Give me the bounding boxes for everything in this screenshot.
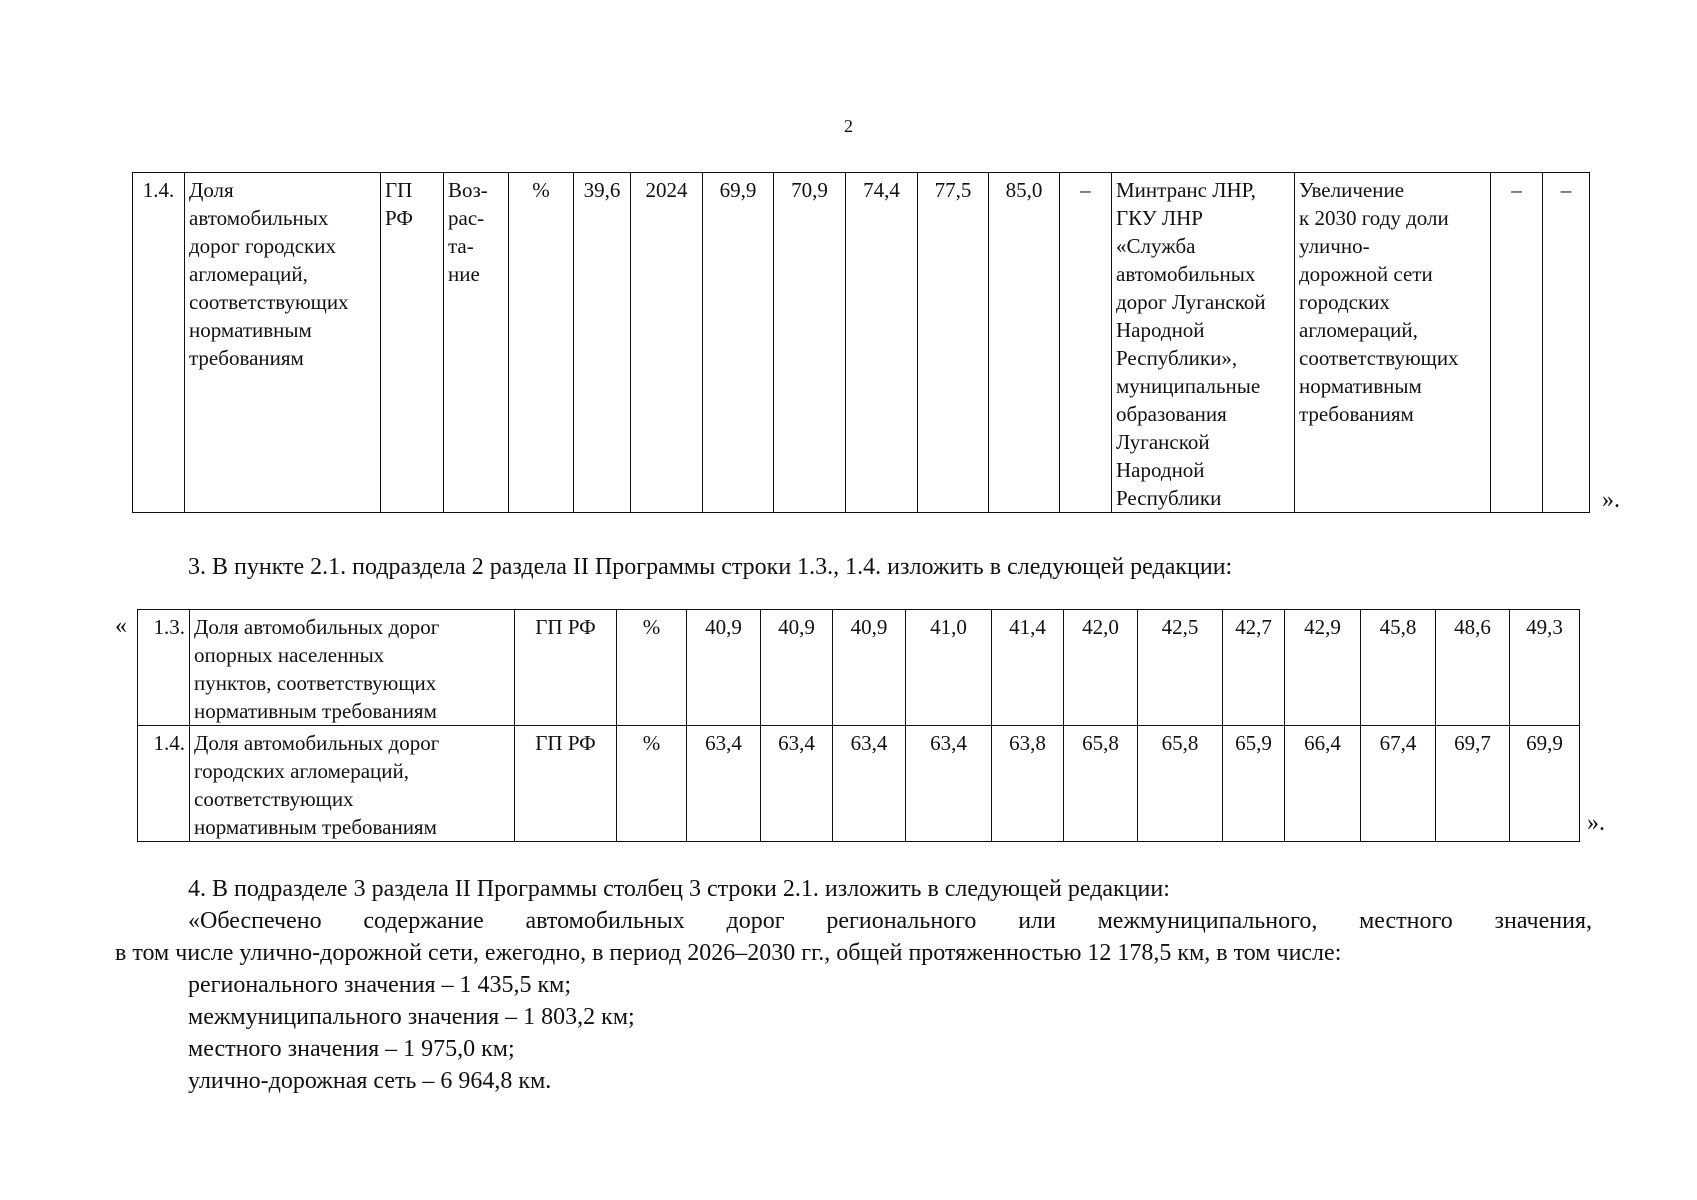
closing-quote: ». [1602, 487, 1620, 513]
value-cell: 40,9 [833, 610, 906, 726]
table-row [138, 726, 1580, 842]
table-row [133, 173, 1590, 513]
indicator-name: Доля автомобильных дорог городских агломераций, соответствующих нормативным требованиям [190, 726, 515, 842]
value-cell: 74,4 [846, 173, 918, 513]
indicator-source: ГП РФ [515, 726, 617, 842]
list-item: местного значения – 1 975,0 км; [188, 1036, 515, 1062]
indicator-name: Доля автомобильных дорог городских агломераций, соответствующих нормативным требованиям [185, 173, 381, 513]
result-cell: Увеличение к 2030 году доли улично- дорожной сети городских агломераций, соответствующих нормативным требованиям [1295, 173, 1491, 513]
value-cell: 48,6 [1436, 610, 1510, 726]
value-cell: 67,4 [1361, 726, 1436, 842]
paragraph-4-quote-line-1: «Обеспечено содержание автомобильных дорог регионального или межмуниципального, местного значения, [188, 908, 1592, 934]
value-cell: 63,4 [761, 726, 833, 842]
value-cell: 42,9 [1285, 610, 1361, 726]
value-cell: 77,5 [918, 173, 989, 513]
value-cell: 63,8 [992, 726, 1064, 842]
paragraph-4-heading: 4. В подразделе 3 раздела II Программы столбец 3 строки 2.1. изложить в следующей редакции: [188, 876, 1170, 902]
opening-quote: « [115, 613, 127, 639]
row-number: 1.4. [138, 726, 190, 842]
value-cell: 69,9 [703, 173, 774, 513]
value-cell: 42,5 [1138, 610, 1223, 726]
list-item: межмуниципального значения – 1 803,2 км; [188, 1004, 635, 1030]
base-value-cell: 39,6 [574, 173, 631, 513]
value-cell: 45,8 [1361, 610, 1436, 726]
value-cell: 63,4 [833, 726, 906, 842]
list-item: улично-дорожная сеть – 6 964,8 км. [188, 1068, 552, 1094]
value-cell: 65,9 [1223, 726, 1285, 842]
value-cell: 42,7 [1223, 610, 1285, 726]
value-cell: – [1060, 173, 1112, 513]
table-row [138, 610, 1580, 726]
indicator-table-row-1-4 [132, 172, 1590, 513]
row-number: 1.4. [133, 173, 185, 513]
responsible-cell: Минтранс ЛНР, ГКУ ЛНР «Служба автомобильных дорог Луганской Народной Республики», муниципальные образования Луганской Народной Республики [1112, 173, 1295, 513]
unit-cell: % [509, 173, 574, 513]
closing-quote: ». [1587, 810, 1605, 836]
value-cell: 63,4 [906, 726, 992, 842]
value-cell: 65,8 [1138, 726, 1223, 842]
value-cell: 41,0 [906, 610, 992, 726]
value-cell: 41,4 [992, 610, 1064, 726]
value-cell: 42,0 [1064, 610, 1138, 726]
value-cell: 49,3 [1510, 610, 1580, 726]
extra-cell: – [1491, 173, 1543, 513]
indicator-source: ГП РФ [515, 610, 617, 726]
indicator-name: Доля автомобильных дорог опорных населенных пунктов, соответствующих нормативным требованиям [190, 610, 515, 726]
row-number: 1.3. [138, 610, 190, 726]
value-cell: 40,9 [761, 610, 833, 726]
value-cell: 70,9 [774, 173, 846, 513]
indicator-trend: Воз- рас- та- ние [444, 173, 509, 513]
unit-cell: % [617, 726, 687, 842]
list-item: регионального значения – 1 435,5 км; [188, 972, 572, 998]
paragraph-3: 3. В пункте 2.1. подраздела 2 раздела II Программы строки 1.3., 1.4. изложить в следующей редакции: [188, 554, 1233, 580]
unit-cell: % [617, 610, 687, 726]
value-cell: 63,4 [687, 726, 761, 842]
value-cell: 65,8 [1064, 726, 1138, 842]
extra-cell: – [1543, 173, 1590, 513]
value-cell: 85,0 [989, 173, 1060, 513]
value-cell: 66,4 [1285, 726, 1361, 842]
indicator-source: ГП РФ [381, 173, 444, 513]
indicator-table-rows-1-3-1-4 [137, 609, 1580, 842]
base-year-cell: 2024 [631, 173, 703, 513]
paragraph-4-quote-line-2: в том числе улично-дорожной сети, ежегодно, в период 2026–2030 гг., общей протяженностью 12 178,5 км, в том числе: [115, 940, 1342, 966]
value-cell: 69,7 [1436, 726, 1510, 842]
value-cell: 69,9 [1510, 726, 1580, 842]
value-cell: 40,9 [687, 610, 761, 726]
page-number: 2 [844, 116, 853, 136]
